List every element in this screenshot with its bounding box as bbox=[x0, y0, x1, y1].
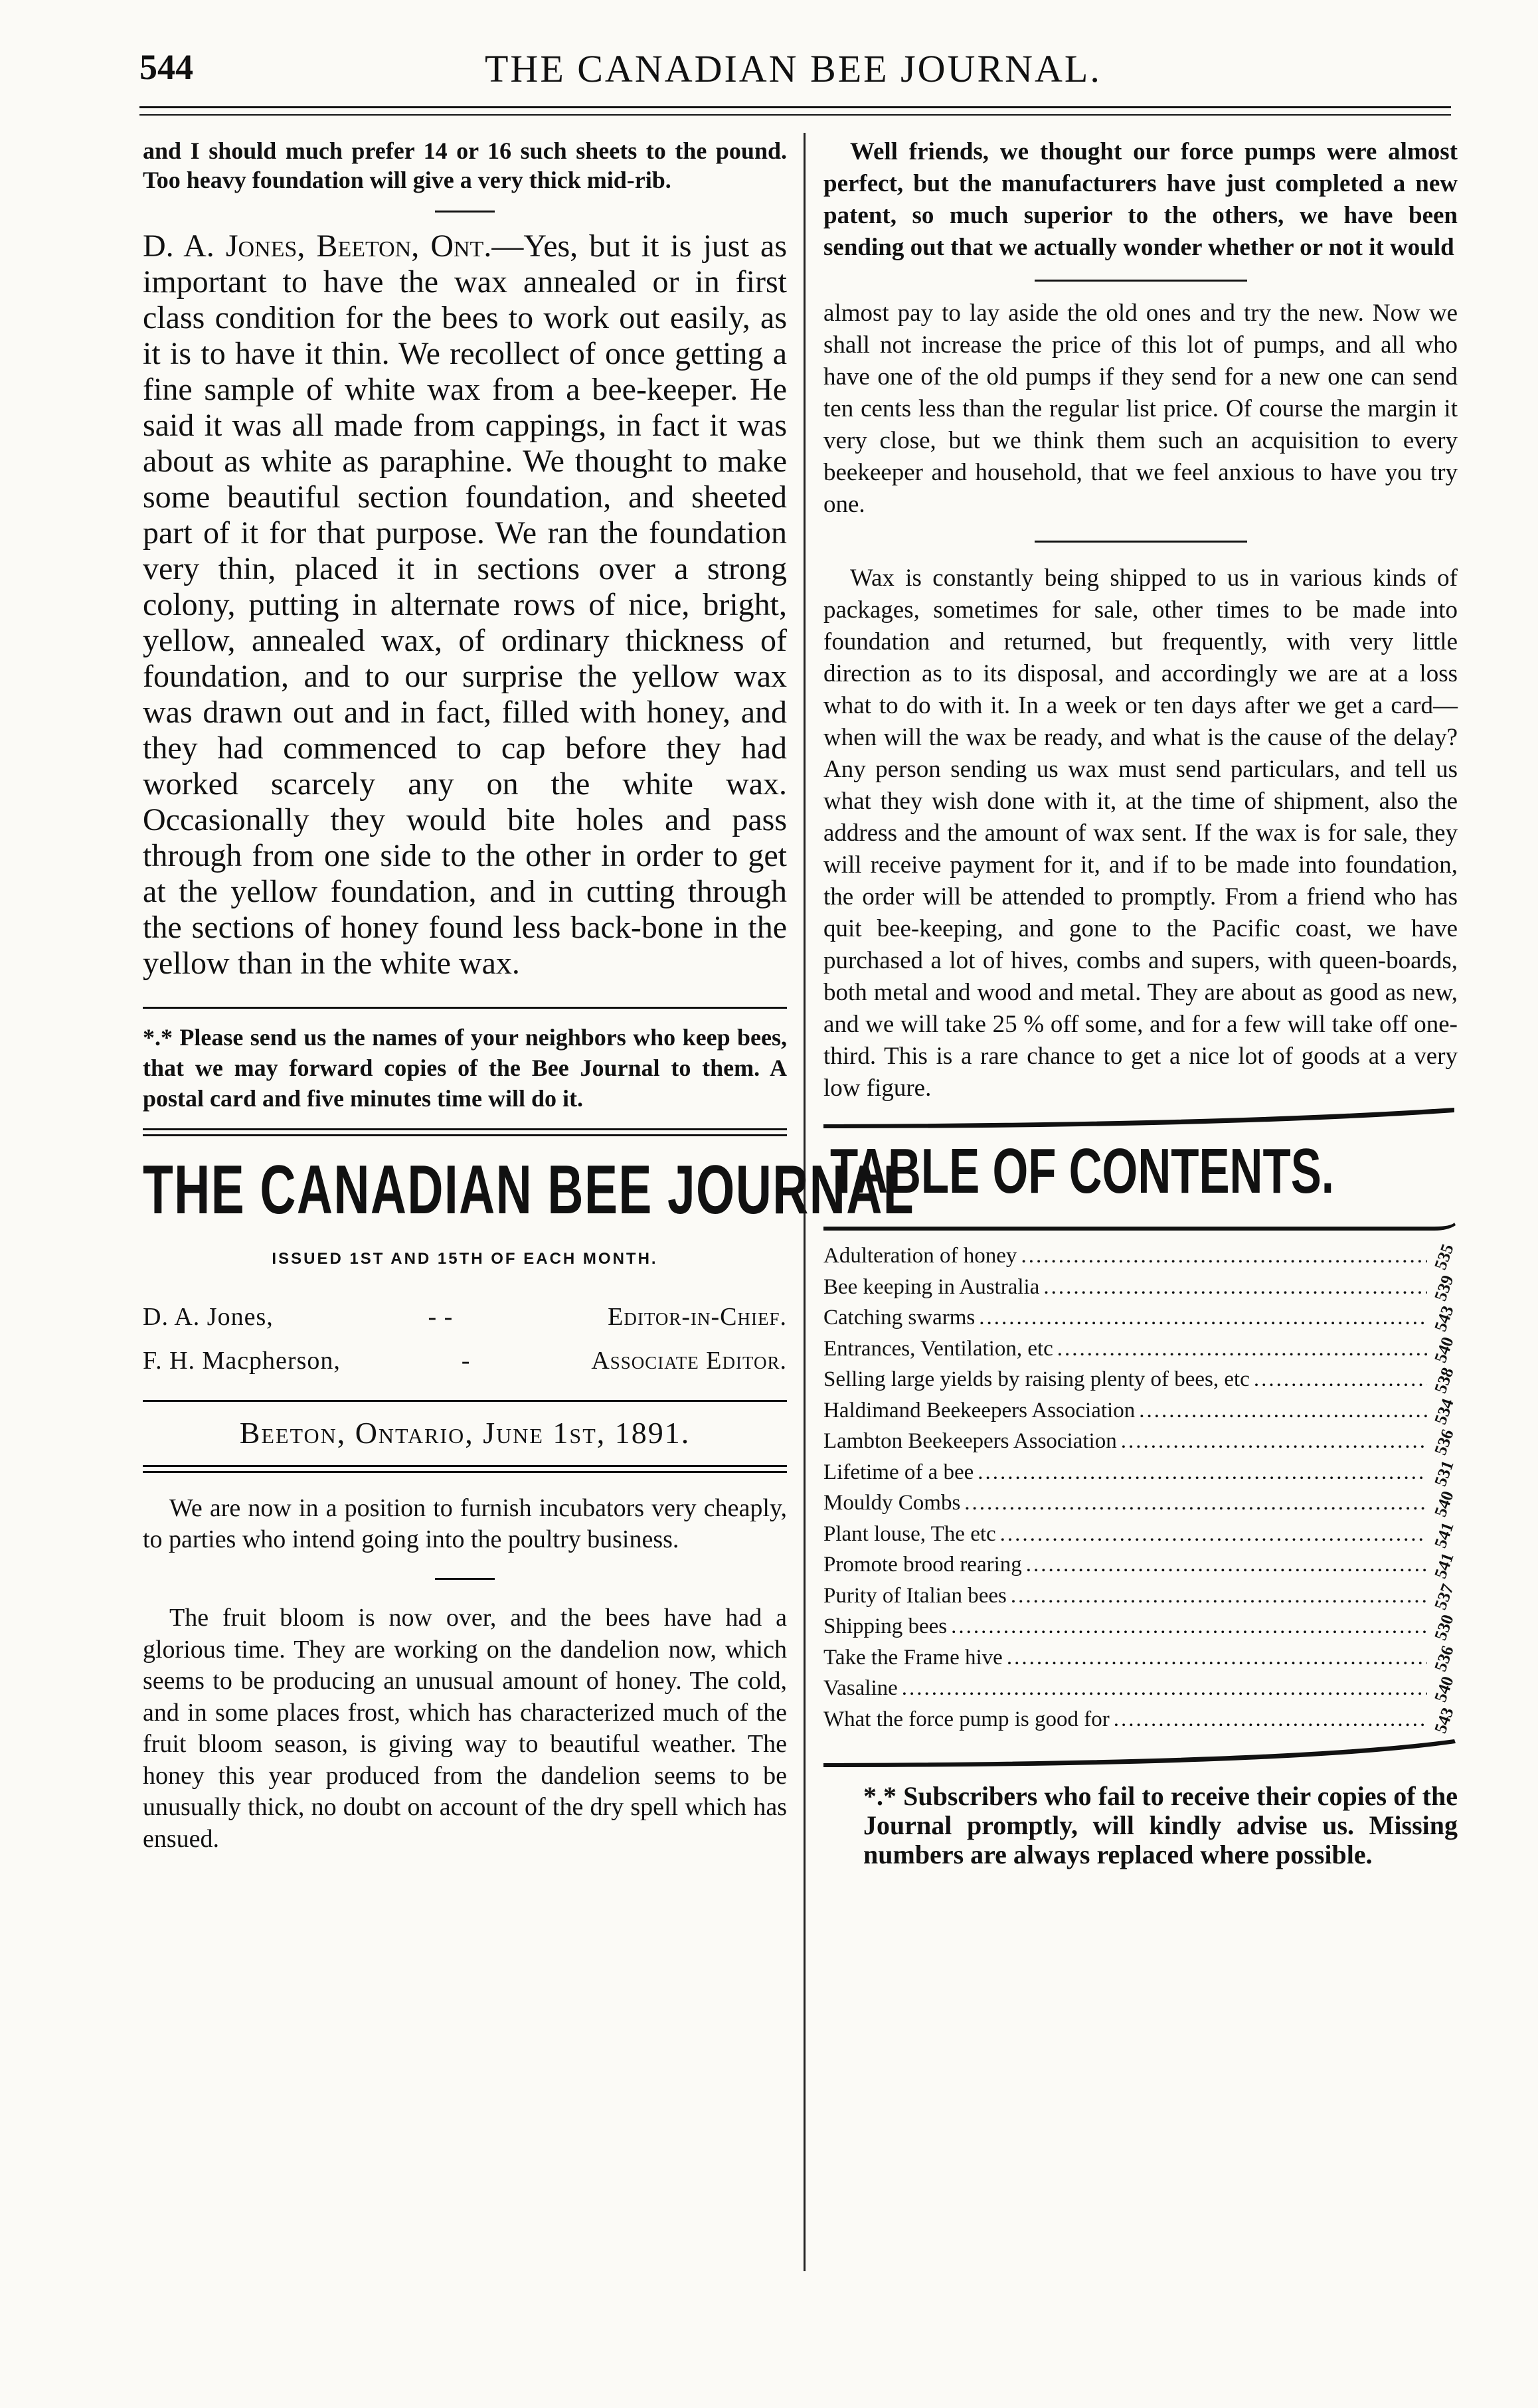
section-rule bbox=[143, 1007, 787, 1009]
toc-entry[interactable]: Plant louse, The etc ..... 541 bbox=[823, 1519, 1458, 1551]
short-rule bbox=[1035, 280, 1247, 282]
header-rule-secondary bbox=[139, 114, 1451, 116]
staff-separator: - - bbox=[428, 1303, 454, 1331]
staff-row-editor bbox=[143, 1295, 787, 1339]
toc-entry[interactable]: Take the Frame hive ..... 536 bbox=[823, 1643, 1458, 1674]
toc-page: 531 bbox=[1430, 1457, 1458, 1489]
dateline-rule-bottom bbox=[143, 1465, 787, 1473]
toc-page: 540 bbox=[1430, 1333, 1458, 1365]
staff-row-associate bbox=[143, 1339, 787, 1383]
dateline-rule-top bbox=[143, 1400, 787, 1402]
toc-swoosh-mid bbox=[823, 1221, 1458, 1241]
toc-list bbox=[823, 1241, 1458, 1735]
toc-page: 541 bbox=[1430, 1519, 1458, 1551]
toc-page: 541 bbox=[1430, 1550, 1458, 1581]
toc-page: 543 bbox=[1430, 1704, 1458, 1736]
pumps-paragraph-b: almost pay to lay aside the old ones and try the new. Now we shall not increase the price of this lot of pumps, and all who have one of the old pumps if they send for a new one can send ten cents less than the regular list price. Of course the margin it very close, but we think them such an acquisition to every beekeeper and household, that we feel anxious to have you try one. bbox=[823, 300, 1458, 518]
toc-entry[interactable]: Shipping bees ..... 530 bbox=[823, 1612, 1458, 1643]
toc-page: 538 bbox=[1430, 1365, 1458, 1396]
toc-page: 540 bbox=[1430, 1674, 1458, 1705]
wax-paragraph: Wax is constantly being shipped to us in various kinds of packages, sometimes for sale, other times to be made into foundation and returned, but frequently, with very little direction as to its disposal, and accordingly we are at a loss what to do with it. In a week or ten days after we get a card—when will the wax be ready, and what is the cause of the delay? Any person sending us wax must send particulars, and tell us what they wish done with it, at the time of shipment, also the address and the amount of wax sent. If the wax is for sale, they will receive payment for it, and if to be made into foundation, the order will be attended to promptly. From a friend who has quit bee-keeping, and gone to the Pacific coast, we have purchased a lot of hives, combs and supers, with queen-boards, both metal and wood and metal. They are about as good as new, and we will take 25 % off some, and for a few will take off one-third. This is a rare chance to get a nice lot of goods at a very low figure. bbox=[823, 564, 1458, 1102]
toc-page: 534 bbox=[1430, 1395, 1458, 1427]
toc-entry[interactable]: Entrances, Ventilation, etc ..... 540 bbox=[823, 1334, 1458, 1365]
toc-entry[interactable]: Lambton Beekeepers Association ..... 536 bbox=[823, 1426, 1458, 1458]
toc-entry[interactable]: Selling large yields by raising plenty of bees, etc ..... 538 bbox=[823, 1365, 1458, 1396]
running-head bbox=[139, 46, 1454, 100]
issue-frequency: ISSUED 1ST AND 15TH OF EACH MONTH. bbox=[272, 1250, 658, 1268]
masthead-rule-top bbox=[143, 1128, 787, 1136]
left-column bbox=[143, 136, 914, 1855]
toc-swoosh-bottom bbox=[823, 1735, 1458, 1768]
toc-entry[interactable]: Bee keeping in Australia ..... 539 bbox=[823, 1272, 1458, 1304]
toc-entry[interactable]: Mouldy Combs ..... 540 bbox=[823, 1488, 1458, 1519]
toc-page: 536 bbox=[1430, 1642, 1458, 1674]
toc-entry[interactable]: Lifetime of a bee ..... 531 bbox=[823, 1458, 1458, 1489]
dateline: Beeton, Ontario, June 1st, 1891. bbox=[239, 1416, 691, 1450]
staff-separator: - bbox=[461, 1347, 471, 1375]
short-rule bbox=[435, 211, 495, 213]
running-title: THE CANADIAN BEE JOURNAL. bbox=[485, 47, 1102, 90]
staff-name: F. H. Macpherson, bbox=[143, 1347, 341, 1375]
page-number: 544 bbox=[139, 47, 193, 87]
editorial-fruit-bloom: The fruit bloom is now over, and the bees have had a glorious time. They are working on the dandelion now, which seems to be producing an unusual amount of honey. The cold, and in some places frost, which has characterized much of the fruit bloom season, is giving way to beautiful weather. The honey this year produced from the dandelion seems to be unusually thick, no doubt on account of the dry spell which has ensued. bbox=[143, 1604, 787, 1853]
toc-page: 543 bbox=[1430, 1303, 1458, 1334]
masthead-title: THE CANADIAN BEE JOURNAL bbox=[143, 1152, 914, 1229]
toc-page: 536 bbox=[1430, 1426, 1458, 1458]
staff-role: Editor-in-Chief. bbox=[608, 1303, 787, 1331]
toc-entry[interactable]: Vasaline ..... 540 bbox=[823, 1674, 1458, 1705]
jones-reply bbox=[143, 228, 787, 982]
toc-entry[interactable]: Promote brood rearing ..... 541 bbox=[823, 1550, 1458, 1581]
staff-name: D. A. Jones, bbox=[143, 1303, 274, 1331]
jones-author: D. A. Jones, Beeton, Ont. bbox=[143, 228, 492, 264]
right-column bbox=[823, 136, 1458, 1869]
subscribers-notice: *.* Subscribers who fail to receive their copies of the Journal promptly, will kindly advise us. Missing numbers are always replaced where possible. bbox=[863, 1781, 1458, 1869]
jones-reply-text: —Yes, but it is just as important to have the wax annealed or in first class condition for the bees to work out easily, as it is to have it thin. We recollect of once getting a fine sample of white wax from a bee-keeper. He said it was all made from cappings, in fact it was about as white as paraphine. We thought to make some beautiful section foundation, and sheeted part of it for that purpose. We ran the foundation very thin, placed it in sections over a strong colony, putting in alternate rows of nice, bright, yellow, annealed wax, of ordinary thickness of foundation, and to our surprise the yellow wax was drawn out and in fact, filled with honey, and they had commenced to cap before they had worked scarcely any on the white wax. Occasionally they would bite holes and pass through from one side to the other in order to get at the yellow foundation, and in cutting through the sections of honey found less back-bone in the yellow than in the white wax. bbox=[143, 228, 787, 981]
toc-entry[interactable]: Catching swarms ..... 543 bbox=[823, 1303, 1458, 1334]
toc-page: 539 bbox=[1430, 1272, 1458, 1304]
toc-entry[interactable]: Adulteration of honey ..... 535 bbox=[823, 1241, 1458, 1272]
intro-paragraph: and I should much prefer 14 or 16 such sheets to the pound. Too heavy foundation will give a very thick mid-rib. bbox=[143, 137, 787, 193]
toc-page: 537 bbox=[1430, 1581, 1458, 1612]
toc-heading: TABLE OF CONTENTS. bbox=[830, 1136, 1335, 1207]
toc-page: 540 bbox=[1430, 1488, 1458, 1519]
short-rule bbox=[1035, 541, 1247, 543]
toc-entry[interactable]: What the force pump is good for ..... 543 bbox=[823, 1705, 1458, 1736]
toc-swoosh-top bbox=[823, 1104, 1458, 1131]
header-rule bbox=[139, 106, 1451, 108]
short-rule bbox=[435, 1578, 495, 1580]
editorial-incubators: We are now in a position to furnish incubators very cheaply, to parties who intend going into the poultry business. bbox=[143, 1494, 787, 1553]
pumps-paragraph-a: Well friends, we thought our force pumps were almost perfect, but the manufacturers have just completed a new patent, so much superior to the others, we have been sending out that we actually wonder whether or not it would bbox=[823, 138, 1458, 261]
toc-entry[interactable]: Purity of Italian bees ..... 537 bbox=[823, 1581, 1458, 1612]
staff-role: Associate Editor. bbox=[591, 1347, 787, 1375]
neighbors-notice: *.* Please send us the names of your neighbors who keep bees, that we may forward copies of the Bee Journal to them. A postal card and five minutes time will do it. bbox=[143, 1024, 787, 1112]
toc-entry[interactable]: Haldimand Beekeepers Association ..... 534 bbox=[823, 1396, 1458, 1427]
toc-page: 535 bbox=[1430, 1241, 1458, 1272]
toc-page: 530 bbox=[1430, 1612, 1458, 1643]
